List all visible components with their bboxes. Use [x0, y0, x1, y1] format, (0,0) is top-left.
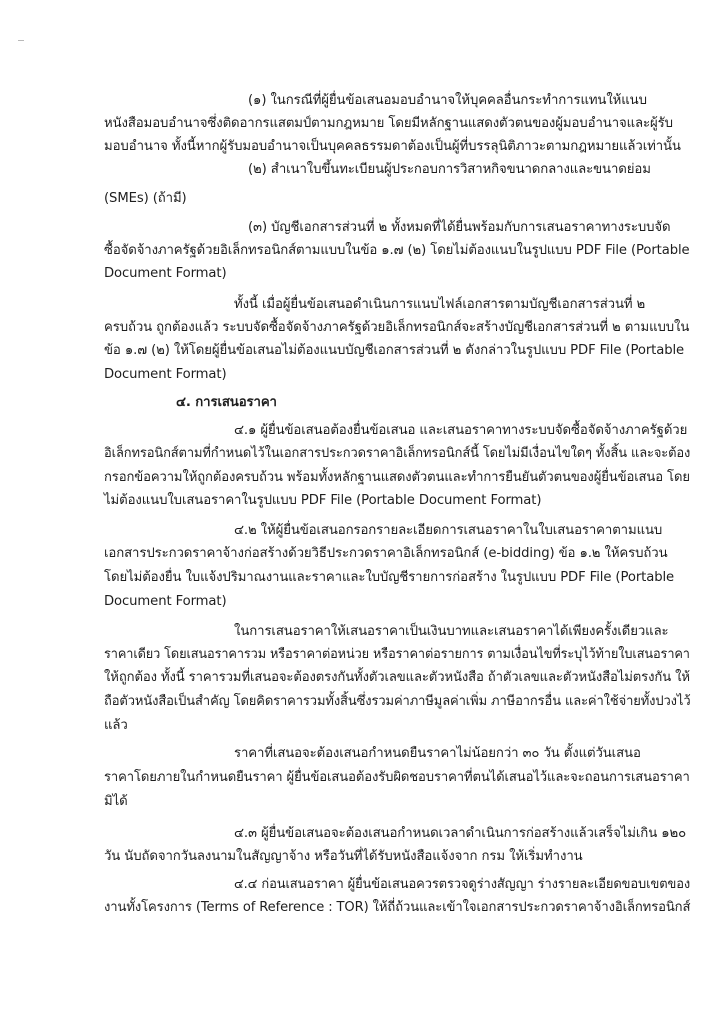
text-line: ราคาที่เสนอจะต้องเสนอกำหนดยืนราคาไม่น้อยกว่า ๓๐ วัน ตั้งแต่วันเสนอ [234, 746, 641, 761]
text-line: ๔.๒ ให้ผู้ยื่นข้อเสนอกรอกรายละเอียดการเสนอราคาในใบเสนอราคาตามแนบ [234, 523, 663, 538]
text-line: ในการเสนอราคาให้เสนอราคาเป็นเงินบาทและเสนอราคาได้เพียงครั้งเดียวและ [234, 624, 669, 639]
text-line: ๔.๔ ก่อนเสนอราคา ผู้ยื่นข้อเสนอควรตรวจดูร่างสัญญา ร่างรายละเอียดขอบเขตของ [234, 877, 691, 892]
text-line: ถือตัวหนังสือเป็นสำคัญ โดยคิดราคารวมทั้งสิ้นซึ่งรวมค่าภาษีมูลค่าเพิ่ม ภาษีอากรอื่น และค่าใช้จ่ายทั้งปวงไว้ [104, 694, 691, 709]
section-heading: ๔. การเสนอราคา [176, 395, 277, 410]
scan-mark [18, 40, 24, 41]
text-line: Document Format) [104, 594, 227, 609]
text-line: (SMEs) (ถ้ามี) [104, 191, 187, 206]
text-line: อิเล็กทรอนิกส์ตามที่กำหนดไว้ในเอกสารประกวดราคาอิเล็กทรอนิกส์นี้ โดยไม่มีเงื่อนไขใดๆ ทั้งสิ้น และจะต้อง [104, 446, 691, 461]
text-line: (๒) สำเนาใบขึ้นทะเบียนผู้ประกอบการวิสาหกิจขนาดกลางและขนาดย่อม [248, 162, 651, 177]
text-line: งานทั้งโครงการ (Terms of Reference : TOR) ให้ถี่ถ้วนและเข้าใจเอกสารประกวดราคาจ้างอิเล็กทรอนิกส์ [104, 900, 691, 915]
text-line: แล้ว [104, 718, 128, 733]
text-line: ราคาโดยภายในกำหนดยืนราคา ผู้ยื่นข้อเสนอต้องรับผิดชอบราคาที่ตนได้เสนอไว้และจะถอนการเสนอราคา [104, 770, 690, 785]
text-line: ๔.๑ ผู้ยื่นข้อเสนอต้องยื่นข้อเสนอ และเสนอราคาทางระบบจัดซื้อจัดจ้างภาครัฐด้วย [234, 423, 688, 438]
text-line: ๔.๓ ผู้ยื่นข้อเสนอจะต้องเสนอกำหนดเวลาดำเนินการก่อสร้างแล้วเสร็จไม่เกิน ๑๒๐ [234, 826, 687, 841]
text-line: วัน นับถัดจากวันลงนามในสัญญาจ้าง หรือวันที่ได้รับหนังสือแจ้งจาก กรม ให้เริ่มทำงาน [104, 849, 583, 864]
text-line: ไม่ต้องแนบใบเสนอราคาในรูปแบบ PDF File (Portable Document Format) [104, 493, 542, 508]
text-line: หนังสือมอบอำนาจซึ่งติดอากรแสตมป์ตามกฎหมาย โดยมีหลักฐานแสดงตัวตนของผู้มอบอำนาจและผู้รับ [104, 116, 673, 131]
text-line: (๑) ในกรณีที่ผู้ยื่นข้อเสนอมอบอำนาจให้บุคคลอื่นกระทำการแทนให้แนบ [248, 93, 647, 108]
text-line: ให้ถูกต้อง ทั้งนี้ ราคารวมที่เสนอจะต้องตรงกันทั้งตัวเลขและตัวหนังสือ ถ้าตัวเลขและตัวหนังสือไม่ตรงกัน ให้ [104, 670, 690, 685]
text-line: ราคาเดียว โดยเสนอราคารวม หรือราคาต่อหน่วย หรือราคาต่อรายการ ตามเงื่อนไขที่ระบุไว้ท้ายใบเสนอราคา [104, 647, 690, 662]
text-line: Document Format) [104, 266, 227, 281]
text-line: เอกสารประกวดราคาจ้างก่อสร้างด้วยวิธีประกวดราคาอิเล็กทรอนิกส์ (e-bidding) ข้อ ๑.๒ ให้ครบถ้วน [104, 546, 668, 561]
text-line: Document Format) [104, 367, 227, 382]
text-line: ทั้งนี้ เมื่อผู้ยื่นข้อเสนอดำเนินการแนบไฟล์เอกสารตามบัญชีเอกสารส่วนที่ ๒ [234, 297, 646, 312]
text-line: โดยไม่ต้องยื่น ใบแจ้งปริมาณงานและราคาและใบบัญชีรายการก่อสร้าง ในรูปแบบ PDF File (Portable [104, 570, 675, 585]
text-line: ซื้อจัดจ้างภาครัฐด้วยอิเล็กทรอนิกส์ตามแบบในข้อ ๑.๗ (๒) โดยไม่ต้องแนบในรูปแบบ PDF File (Portable [104, 243, 690, 258]
text-line: มอบอำนาจ ทั้งนี้หากผู้รับมอบอำนาจเป็นบุคคลธรรมดาต้องเป็นผู้ที่บรรลุนิติภาวะตามกฎหมายแล้วเท่านั้น [104, 139, 681, 154]
text-line: มิได้ [104, 794, 128, 809]
text-line: ข้อ ๑.๗ (๒) ให้โดยผู้ยื่นข้อเสนอไม่ต้องแนบบัญชีเอกสารส่วนที่ ๒ ดังกล่าวในรูปแบบ PDF File (Portable [104, 343, 685, 358]
text-line: กรอกข้อความให้ถูกต้องครบถ้วน พร้อมทั้งหลักฐานแสดงตัวตนและทำการยืนยันตัวตนของผู้ยื่นข้อเสนอ โดย [104, 470, 690, 485]
text-line: ครบถ้วน ถูกต้องแล้ว ระบบจัดซื้อจัดจ้างภาครัฐด้วยอิเล็กทรอนิกส์จะสร้างบัญชีเอกสารส่วนที่ ๒ ตามแบบใน [104, 320, 690, 335]
text-line: (๓) บัญชีเอกสารส่วนที่ ๒ ทั้งหมดที่ได้ยื่นพร้อมกับการเสนอราคาทางระบบจัด [248, 220, 671, 235]
